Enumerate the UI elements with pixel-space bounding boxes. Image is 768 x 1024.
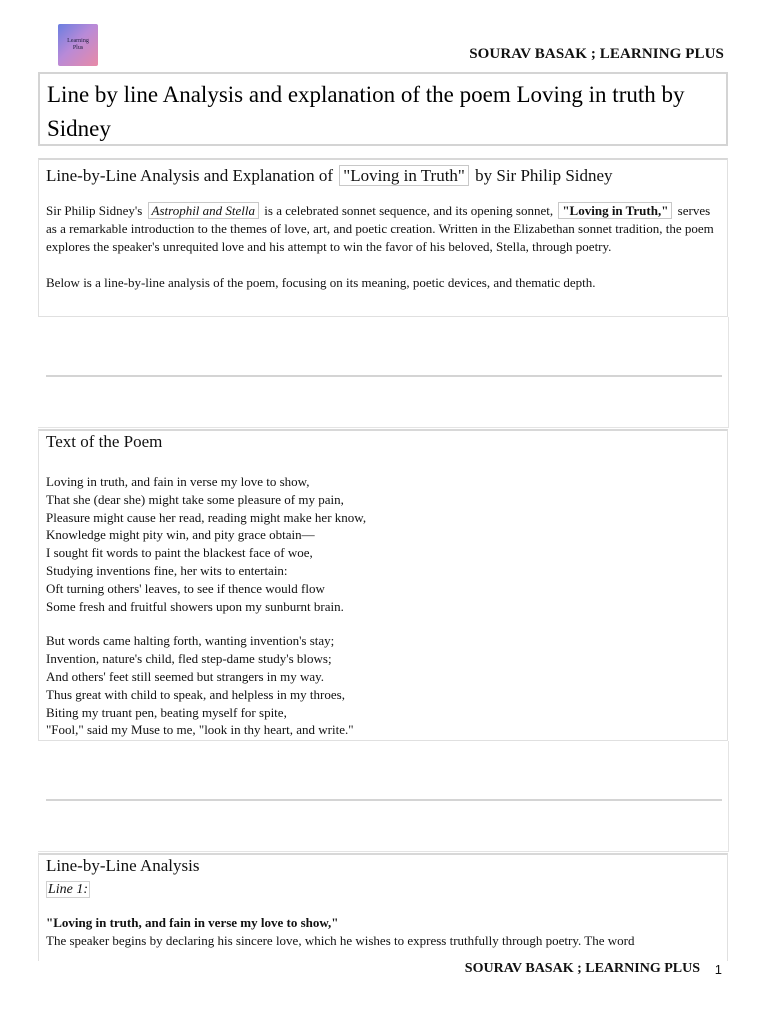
analysis-section	[38, 853, 728, 961]
line-label	[46, 881, 727, 899]
work-title: Astrophil and Stella	[148, 202, 260, 219]
poem-line: I sought fit words to paint the blackest face of woe,	[46, 545, 313, 561]
page-title: Line by line Analysis and explanation of the poem Loving in truth by Sidney	[47, 82, 685, 141]
intro-para-text-c: serves as a remarkable introduction to the themes of love, art, and poetic creation. Written in the Elizabethan sonnet tradition, the poem explores the speaker's unrequited love and his attempt to win the favor of his beloved, Stella, through poetry.	[46, 203, 714, 254]
quoted-line-text: "Loving in truth, and fain in verse my love to show,"	[46, 915, 339, 930]
poem-stanza-1	[46, 473, 727, 615]
title-box	[38, 72, 728, 146]
poem-line: That she (dear she) might take some pleasure of my pain,	[46, 491, 344, 507]
logo-text-line2: Plus	[72, 45, 84, 51]
poem-line: Studying inventions fine, her wits to entertain:	[46, 562, 288, 578]
poem-line: Biting my truant pen, beating myself for spite,	[46, 704, 287, 720]
quoted-line	[46, 914, 727, 932]
poem-line: Loving in truth, and fain in verse my love to show,	[46, 474, 310, 489]
poem-section	[38, 429, 728, 741]
logo-text-line1: Learning	[67, 38, 89, 44]
sonnet-title: "Loving in Truth,"	[558, 202, 672, 219]
divider-1	[46, 375, 722, 377]
poem-stanza-2	[46, 632, 727, 739]
header-author-banner: SOURAV BASAK ; LEARNING PLUS	[469, 46, 724, 62]
poem-line: Pleasure might cause her read, reading might make her know,	[46, 509, 367, 525]
intro-heading-prefix: Line-by-Line Analysis and Explanation of	[46, 166, 334, 185]
poem-line: And others' feet still seemed but strangers in my way.	[46, 668, 325, 684]
poem-line: Oft turning others' leaves, to see if thence would flow	[46, 580, 325, 596]
intro-heading	[46, 165, 727, 187]
intro-heading-quote: "Loving in Truth"	[339, 165, 469, 186]
footer-author-banner: SOURAV BASAK ; LEARNING PLUS	[464, 961, 700, 976]
intro-paragraph-2: Below is a line-by-line analysis of the poem, focusing on its meaning, poetic devices, and thematic depth.	[46, 275, 596, 290]
blank-box-1	[38, 317, 729, 428]
poem-heading: Text of the Poem	[46, 432, 163, 451]
blank-box-2	[38, 741, 729, 852]
poem-line: Thus great with child to speak, and helpless in my throes,	[46, 686, 345, 702]
intro-para-text-a: Sir Philip Sidney's	[46, 203, 143, 218]
analysis-explanation: The speaker begins by declaring his sincere love, which he wishes to express truthfully through poetry. The word	[46, 933, 635, 948]
page-number: 1	[714, 962, 722, 977]
poem-line: But words came halting forth, wanting invention's stay;	[46, 633, 335, 649]
poem-line: "Fool," said my Muse to me, "look in thy heart, and write."	[46, 722, 354, 738]
poem-line: Some fresh and fruitful showers upon my sunburnt brain.	[46, 598, 344, 614]
intro-paragraph	[46, 202, 718, 256]
intro-para-text-b: is a celebrated sonnet sequence, and its opening sonnet,	[264, 203, 554, 218]
line-label-text: Line 1:	[48, 882, 89, 897]
learning-plus-logo	[58, 24, 98, 66]
analysis-heading: Line-by-Line Analysis	[46, 856, 200, 875]
poem-line: Knowledge might pity win, and pity grace obtain—	[46, 527, 315, 543]
intro-section	[38, 158, 728, 317]
divider-2	[46, 799, 722, 801]
intro-heading-suffix: by Sir Philip Sidney	[475, 166, 613, 185]
poem-line: Invention, nature's child, fled step-dame study's blows;	[46, 651, 332, 667]
